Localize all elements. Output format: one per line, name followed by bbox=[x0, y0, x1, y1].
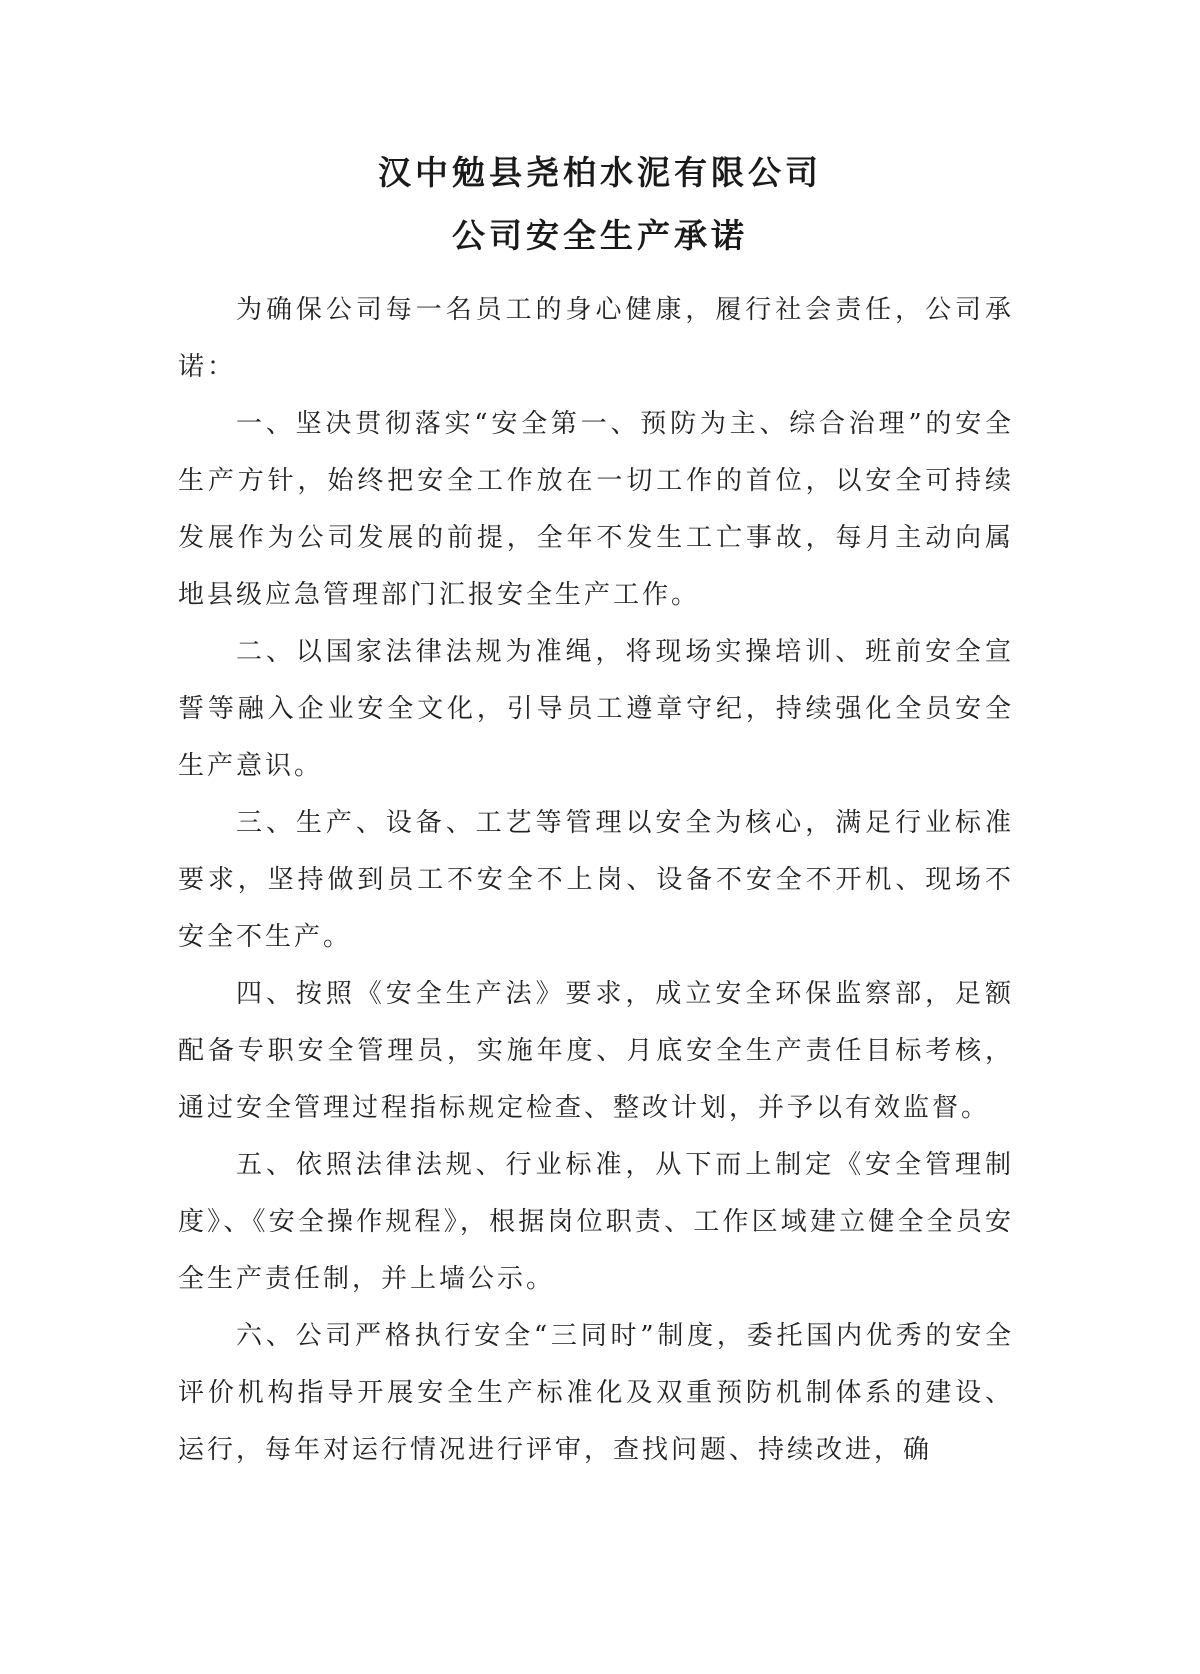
company-title: 汉中勉县尧柏水泥有限公司 bbox=[378, 153, 822, 192]
commitment-paragraph-6: 六、公司严格执行安全“三同时”制度，委托国内优秀的安全评价机构指导开展安全生产标准化及双重预防机制体系的建设、运行，每年对运行情况进行评审，查找问题、持续改进，确 bbox=[178, 1321, 1014, 1465]
document-body bbox=[178, 282, 1014, 1479]
commitment-paragraph-5: 五、依照法律法规、行业标准，从下而上制定《安全管理制度》、《安全操作规程》，根据岗位职责、工作区域建立健全全员安全生产责任制，并上墙公示。 bbox=[178, 1150, 1014, 1294]
commitment-paragraph-2: 二、以国家法律法规为准绳，将现场实操培训、班前安全宣誓等融入企业安全文化，引导员工遵章守纪，持续强化全员安全生产意识。 bbox=[178, 637, 1014, 781]
commitment-paragraph-3: 三、生产、设备、工艺等管理以安全为核心，满足行业标准要求，坚持做到员工不安全不上岗、设备不安全不开机、现场不安全不生产。 bbox=[178, 808, 1014, 952]
document-title: 公司安全生产承诺 bbox=[452, 216, 748, 255]
commitment-paragraph-1: 一、坚决贯彻落实“安全第一、预防为主、综合治理”的安全生产方针，始终把安全工作放在一切工作的首位，以安全可持续发展作为公司发展的前提，全年不发生工亡事故，每月主动向属地县级应急管理部门汇报安全生产工作。 bbox=[178, 409, 1014, 610]
intro-paragraph: 为确保公司每一名员工的身心健康，履行社会责任，公司承诺： bbox=[178, 295, 1014, 382]
commitment-paragraph-4: 四、按照《安全生产法》要求，成立安全环保监察部，足额配备专职安全管理员，实施年度、月底安全生产责任目标考核，通过安全管理过程指标规定检查、整改计划，并予以有效监督。 bbox=[178, 979, 1014, 1123]
